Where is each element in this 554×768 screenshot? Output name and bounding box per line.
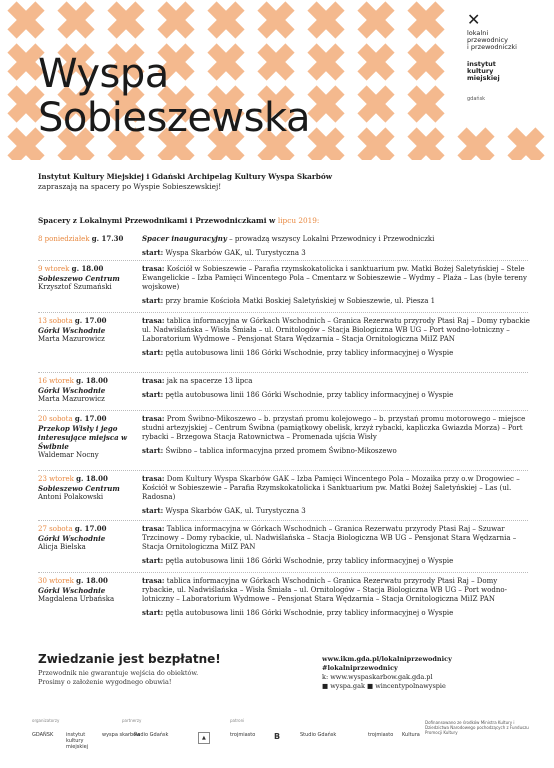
start-label: start: (142, 348, 164, 357)
walk-day: 27 sobota (38, 525, 73, 533)
logo-b: B (274, 732, 281, 741)
facebook-link[interactable]: wyspa.gak (330, 682, 365, 690)
route-label: trasa: (142, 524, 165, 533)
start-label: start: (142, 248, 164, 257)
row-divider (38, 260, 528, 261)
logo-wyspa: wyspa skarbów (102, 732, 141, 738)
walk-time: g. 17.00 (74, 524, 107, 533)
start-label: start: (142, 296, 164, 305)
route-label: trasa: (142, 474, 165, 483)
start-text: pętla autobusowa linii 186 Górki Wschodnie, przy tablicy informacyjnej o Wyspie (163, 349, 454, 357)
walk-guide: Marta Mazurowicz (38, 335, 105, 343)
route-text: tablica informacyjna w Górkach Wschodnich – Granica Rezerwatu przyrody Ptasi Raj – Domy rybackie, ul. Nadwiślańska – Wisła Śmiała – ul. Ornitologów – Stacja Biologiczna WB UG – Port wodno-lotniczny – Laboratorium Wydmowe – Pensjonat Stara Wędzarnia – Stacja Ornitologiczna MiIZ PAN (142, 577, 507, 603)
row-divider (38, 520, 528, 521)
walk-guide: Waldemar Nocny (38, 451, 99, 459)
walk-time: g. 17.30 (91, 234, 124, 243)
route-label: trasa: (142, 414, 165, 423)
institute-line: instytut (467, 60, 496, 68)
start-text: pętla autobusowa linii 186 Górki Wschodnie, przy tablicy informacyjnej o Wyspie (163, 557, 454, 565)
walk-guide: Marta Mazurowicz (38, 395, 105, 403)
walk-details (142, 234, 532, 258)
footer-right (322, 655, 452, 691)
walk-day: 8 poniedziałek (38, 235, 90, 243)
route-label: trasa: (142, 264, 165, 273)
walk-day: 9 wtorek (38, 265, 70, 273)
facebook-icon: ■ (322, 682, 329, 690)
walk-guide: Magdalena Urbańska (38, 595, 115, 603)
walk-details (142, 576, 532, 618)
logo-gdansk: GDAŃSK (32, 732, 54, 738)
route-label: trasa: (142, 376, 165, 385)
institute-line: kultury (467, 67, 494, 75)
route-text: tablica informacyjna w Górkach Wschodnich – Granica Rezerwatu przyrody Ptasi Raj – Domy rybackie ul. Nadwiślańska – Wisła Śmiała – ul. Ornitologów – Stacja Biologiczna WB UG – Port wodno-lotniczny – Laboratorium Wydmowe – Pensjonat Stara Wędzarnia – Stacja Ornitologiczna MiIZ PAN (142, 317, 530, 343)
walk-place: Górki Wschodnie (38, 386, 106, 395)
brand-line: lokalni (467, 29, 489, 37)
start-text: przy bramie Kościoła Matki Boskiej Saletyńskiej w Sobieszewie, ul. Piesza 1 (163, 297, 436, 305)
walk-day: 23 wtorek (38, 475, 74, 483)
walk-time: g. 18.00 (71, 264, 104, 273)
walk-meta (38, 576, 134, 604)
walk-meta (38, 474, 134, 502)
walk-place: Górki Wschodnie (38, 326, 106, 335)
walk-meta (38, 524, 134, 552)
walk-guide: Antoni Polakowski (38, 493, 104, 501)
route-text: Kościół w Sobieszewie – Parafia rzymskokatolicka i sanktuarium pw. Matki Bożej Saletyńskiej – Stele Ewangelickie – Izba Pamięci Wincentego Pola – Cmentarz w Sobieszewie – Wydmy – Plaża – Las (byłe tereny wojskowe) (142, 265, 527, 291)
schedule-lead (38, 216, 319, 225)
logo-box: ▲ (198, 732, 210, 744)
footer-note: Prosimy o założenie wygodnego obuwia! (38, 678, 172, 686)
start-label: start: (142, 390, 164, 399)
walk-details (142, 524, 532, 566)
walk-place: Przekop Wisły i jego interesujące miejsca w Świbnie (38, 424, 128, 451)
walk-place: Sobieszewo Centrum (38, 484, 120, 493)
walk-day: 16 wtorek (38, 377, 74, 385)
walk-time: g. 18.00 (76, 474, 108, 483)
logo-kultura: Kultura (402, 732, 420, 738)
route-text: Dom Kultury Wyspa Skarbów GAK – Izba Pamięci Wincentego Pola – Mozaika przy o.w Drogowiec – Kościół w Sobieszewie – Parafia Rzymskokatolicka i Sanktuarium pw. Matki Bożej Saletyńskiej – Las (ul. Radosna) (142, 475, 520, 501)
start-label: start: (142, 446, 164, 455)
walk-guide: Alicja Bielska (38, 543, 86, 551)
walk-time: g. 17.00 (74, 414, 107, 423)
route-label: trasa: (142, 316, 165, 325)
page-title (38, 52, 310, 140)
logo-ikm: instytut kultury miejskiej (66, 732, 89, 750)
walk-day: 20 sobota (38, 415, 73, 423)
walk-details (142, 376, 532, 400)
start-text: Świbno – tablica informacyjna przed promem Świbno-Mikoszewo (163, 447, 397, 455)
brand-block (467, 12, 547, 103)
invitation: zapraszają na spacery po Wyspie Sobieszewskiej! (38, 182, 222, 191)
footer-note: Przewodnik nie gwarantuje wejścia do obiektów. (38, 669, 199, 677)
hashtag: #lokalniprzewodnicy (322, 664, 398, 672)
start-text: pętla autobusowa linii 186 Górki Wschodnie, przy tablicy informacyjnej o Wyspie (163, 391, 454, 399)
row-divider (38, 572, 528, 573)
route-label: trasa: (142, 576, 165, 585)
brand-line: przewodnicy (467, 36, 508, 44)
walk-meta (38, 234, 134, 244)
route-text: jak na spacerze 13 lipca (164, 377, 253, 385)
start-label: start: (142, 506, 164, 515)
walk-details (142, 474, 532, 516)
walk-details (142, 414, 532, 456)
walk-meta (38, 316, 134, 344)
lead-month: lipcu 2019: (277, 216, 320, 225)
sponsor-logos (30, 718, 530, 758)
website-link[interactable]: www.ikm.gda.pl/lokalniprzewodnicy (322, 655, 452, 663)
route-text: – prowadzą wszyscy Lokalni Przewodnicy i Przewodniczki (226, 235, 435, 243)
start-text: Wyspa Skarbów GAK, ul. Turystyczna 3 (163, 507, 306, 515)
row-divider (38, 312, 528, 313)
logo-trojmiasto: trojmiasto (230, 732, 256, 738)
facebook-link[interactable]: wincentypolnawyspie (375, 682, 446, 690)
route-text: Prom Świbno-Mikoszewo – b. przystań promu kolejowego – b. przystań promu motorowego – miejsce studni artezyjskiej – Centrum Świbna (pamiątkowy obelisk, krzyż rybacki, kapliczka Gwiazda Morza) – Port rybacki – Brzegowa Stacja Ratownictwa – Promenada ujścia Wisły (142, 415, 526, 441)
brand-line: i przewodniczki (467, 43, 517, 51)
walk-meta (38, 414, 134, 460)
walk-time: g. 17.00 (74, 316, 107, 325)
row-divider (38, 410, 528, 411)
route-text: Tablica informacyjna w Górkach Wschodnich – Granica Rezerwatu przyrody Ptasi Raj – Szuwar Trzcinowy – Domy rybackie, ul. Nadwiślańska – Stacja Biologiczna WB UG – Pensjonat Stara Wędzarnia – Stacja Ornitologiczna MiIZ PAN (142, 525, 517, 551)
walk-place: Górki Wschodnie (38, 534, 106, 543)
walk-meta (38, 376, 134, 404)
funding-note: Dofinansowano ze środków Ministra Kultury i Dziedzictwa Narodowego pochodzących z Funduszu Promocji Kultury (425, 720, 529, 735)
row-divider (38, 470, 528, 471)
walk-details (142, 316, 532, 358)
logo-label: partnerzy (122, 718, 142, 723)
organizers: Instytut Kultury Miejskiej i Gdański Archipelag Kultury Wyspa Skarbów (38, 172, 333, 181)
route-label: Spacer inauguracyjny (142, 234, 227, 243)
city-logo-text: gdańsk (467, 96, 486, 102)
facebook-icon: ■ (366, 682, 374, 690)
free-entry: Zwiedzanie jest bezpłatne! (38, 652, 221, 666)
logo-studio: Studio Gdańsk (300, 732, 337, 738)
walk-place: Górki Wschodnie (38, 586, 106, 595)
website-link[interactable]: k: www.wyspaskarbow.gak.gda.pl (322, 673, 433, 681)
walk-place: Sobieszewo Centrum (38, 274, 120, 283)
close-x-icon: ✕ (467, 10, 481, 29)
logo-label: organizatorzy (32, 718, 60, 723)
walk-day: 13 sobota (38, 317, 73, 325)
title-line-2: Sobieszewska (38, 95, 310, 141)
logo-radio: Radio Gdańsk (134, 732, 169, 738)
start-label: start: (142, 608, 164, 617)
title-line-1: Wyspa (38, 51, 169, 97)
walk-day: 30 wtorek (38, 577, 74, 585)
logo-trojmiasto-2: trojmiasto (368, 732, 394, 738)
walk-time: g. 18.00 (76, 576, 108, 585)
lead-text: Spacery z Lokalnymi Przewodnikami i Przewodniczkami w (38, 216, 276, 225)
footer-left (38, 652, 221, 687)
start-label: start: (142, 556, 164, 565)
walk-details (142, 264, 532, 306)
institute-line: miejskiej (467, 74, 500, 82)
walk-meta (38, 264, 134, 292)
walk-guide: Krzysztof Szumański (38, 283, 112, 291)
walk-time: g. 18.00 (76, 376, 108, 385)
start-text: pętla autobusowa linii 186 Górki Wschodnie, przy tablicy informacyjnej o Wyspie (163, 609, 454, 617)
intro (38, 172, 518, 192)
start-text: Wyspa Skarbów GAK, ul. Turystyczna 3 (163, 249, 306, 257)
row-divider (38, 372, 528, 373)
logo-label: patroni (230, 718, 245, 723)
